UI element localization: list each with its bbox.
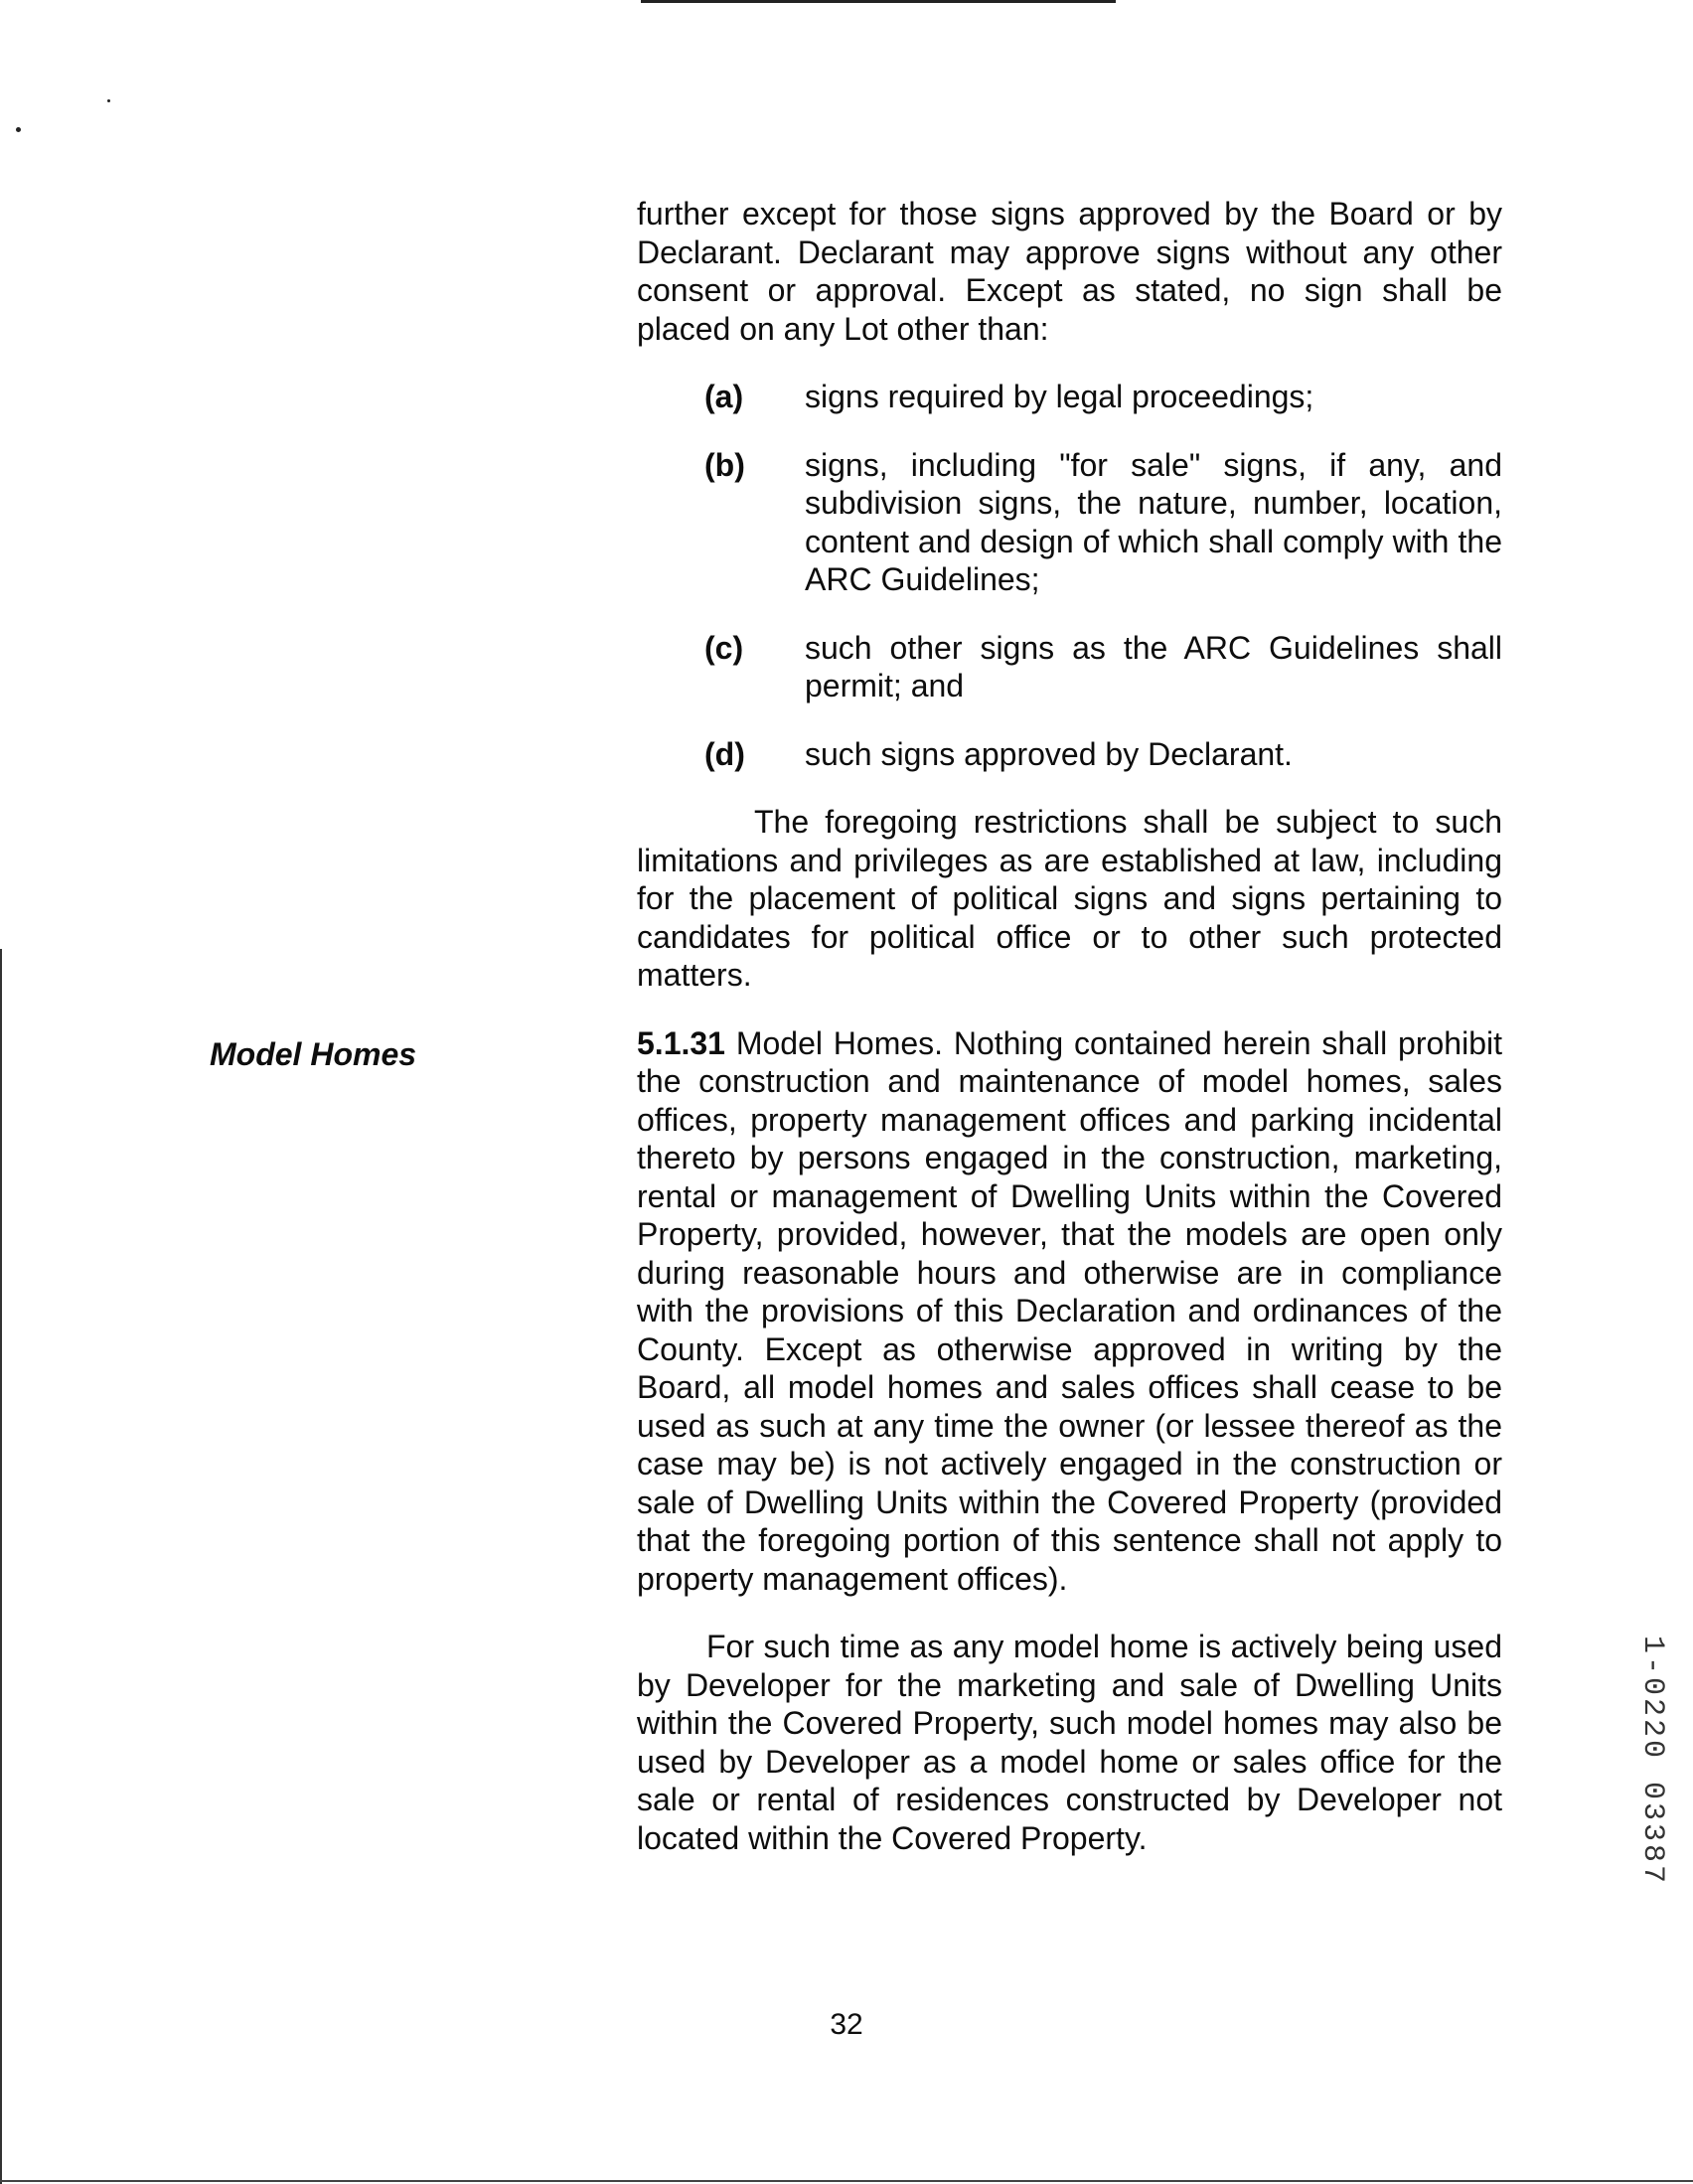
section-number: 5.1.31 bbox=[637, 1024, 725, 1061]
list-item-text: such other signs as the ARC Guidelines shall permit; and bbox=[805, 629, 1502, 703]
side-stamp-text: 1-0220 03387 bbox=[1635, 1635, 1669, 1887]
list-item bbox=[704, 735, 1502, 774]
list-item-text: signs, including "for sale" signs, if any, and subdivision signs, the nature, number, location, content and design of which shall comply with the ARC Guidelines; bbox=[805, 446, 1502, 597]
list-marker: (d) bbox=[704, 735, 745, 772]
bottom-scan-edge bbox=[0, 2180, 1693, 2182]
top-rule bbox=[641, 0, 1116, 3]
list-item bbox=[704, 629, 1502, 705]
list-marker: (b) bbox=[704, 446, 745, 483]
developer-paragraph: For such time as any model home is actively being used by Developer for the marketing and sale of Dwelling Units within the Covered Property, such model homes may also be used by Developer as a model home or sales office for the sale or rental of residences constructed by Developer not located within the Covered Property. bbox=[637, 1629, 1502, 1856]
scan-speck bbox=[107, 99, 110, 102]
list-item-text: signs required by legal proceedings; bbox=[805, 379, 1314, 414]
sign-exceptions-list bbox=[704, 378, 1502, 773]
page-number: 32 bbox=[830, 2008, 863, 2041]
main-text-column bbox=[637, 195, 1502, 1857]
list-item bbox=[704, 378, 1502, 416]
side-heading-model-homes: Model Homes bbox=[210, 1036, 417, 1072]
restrictions-paragraph: The foregoing restrictions shall be subject to such limitations and privileges as are established at law, including for the placement of political signs and signs pertaining to candidates for political office or to other such protected matters. bbox=[637, 804, 1502, 993]
scan-speck bbox=[16, 127, 21, 132]
left-scan-edge bbox=[0, 949, 2, 2184]
side-stamp bbox=[1635, 1592, 1669, 1930]
list-item-text: such signs approved by Declarant. bbox=[805, 735, 1293, 772]
section-text: Model Homes. Nothing contained herein shall prohibit the construction and maintenance of model homes, sales offices, property management offices and parking incidental thereto by persons engaged in the construction, marketing, rental or management of Dwelling Units within the Covered Property, provided, however, that the models are open only during reasonable hours and otherwise are in compliance with the provisions of this Declaration and ordinances of the County. Except as otherwise approved in writing by the Board, all model homes and sales offices shall cease to be used as such at any time the owner (or lessee thereof as the case may be) is not actively engaged in the construction or sale of Dwelling Units within the Covered Property (provided that the foregoing portion of this sentence shall not apply to property management offices). bbox=[637, 1024, 1503, 1597]
list-item bbox=[704, 446, 1502, 599]
list-marker: (c) bbox=[704, 629, 744, 666]
section-5-1-31-paragraph bbox=[637, 1024, 1502, 1599]
list-marker: (a) bbox=[704, 379, 744, 414]
intro-paragraph: further except for those signs approved by the Board or by Declarant. Declarant may approve signs without any other consent or approval. Except as stated, no sign shall be placed on any Lot other than: bbox=[637, 196, 1502, 347]
